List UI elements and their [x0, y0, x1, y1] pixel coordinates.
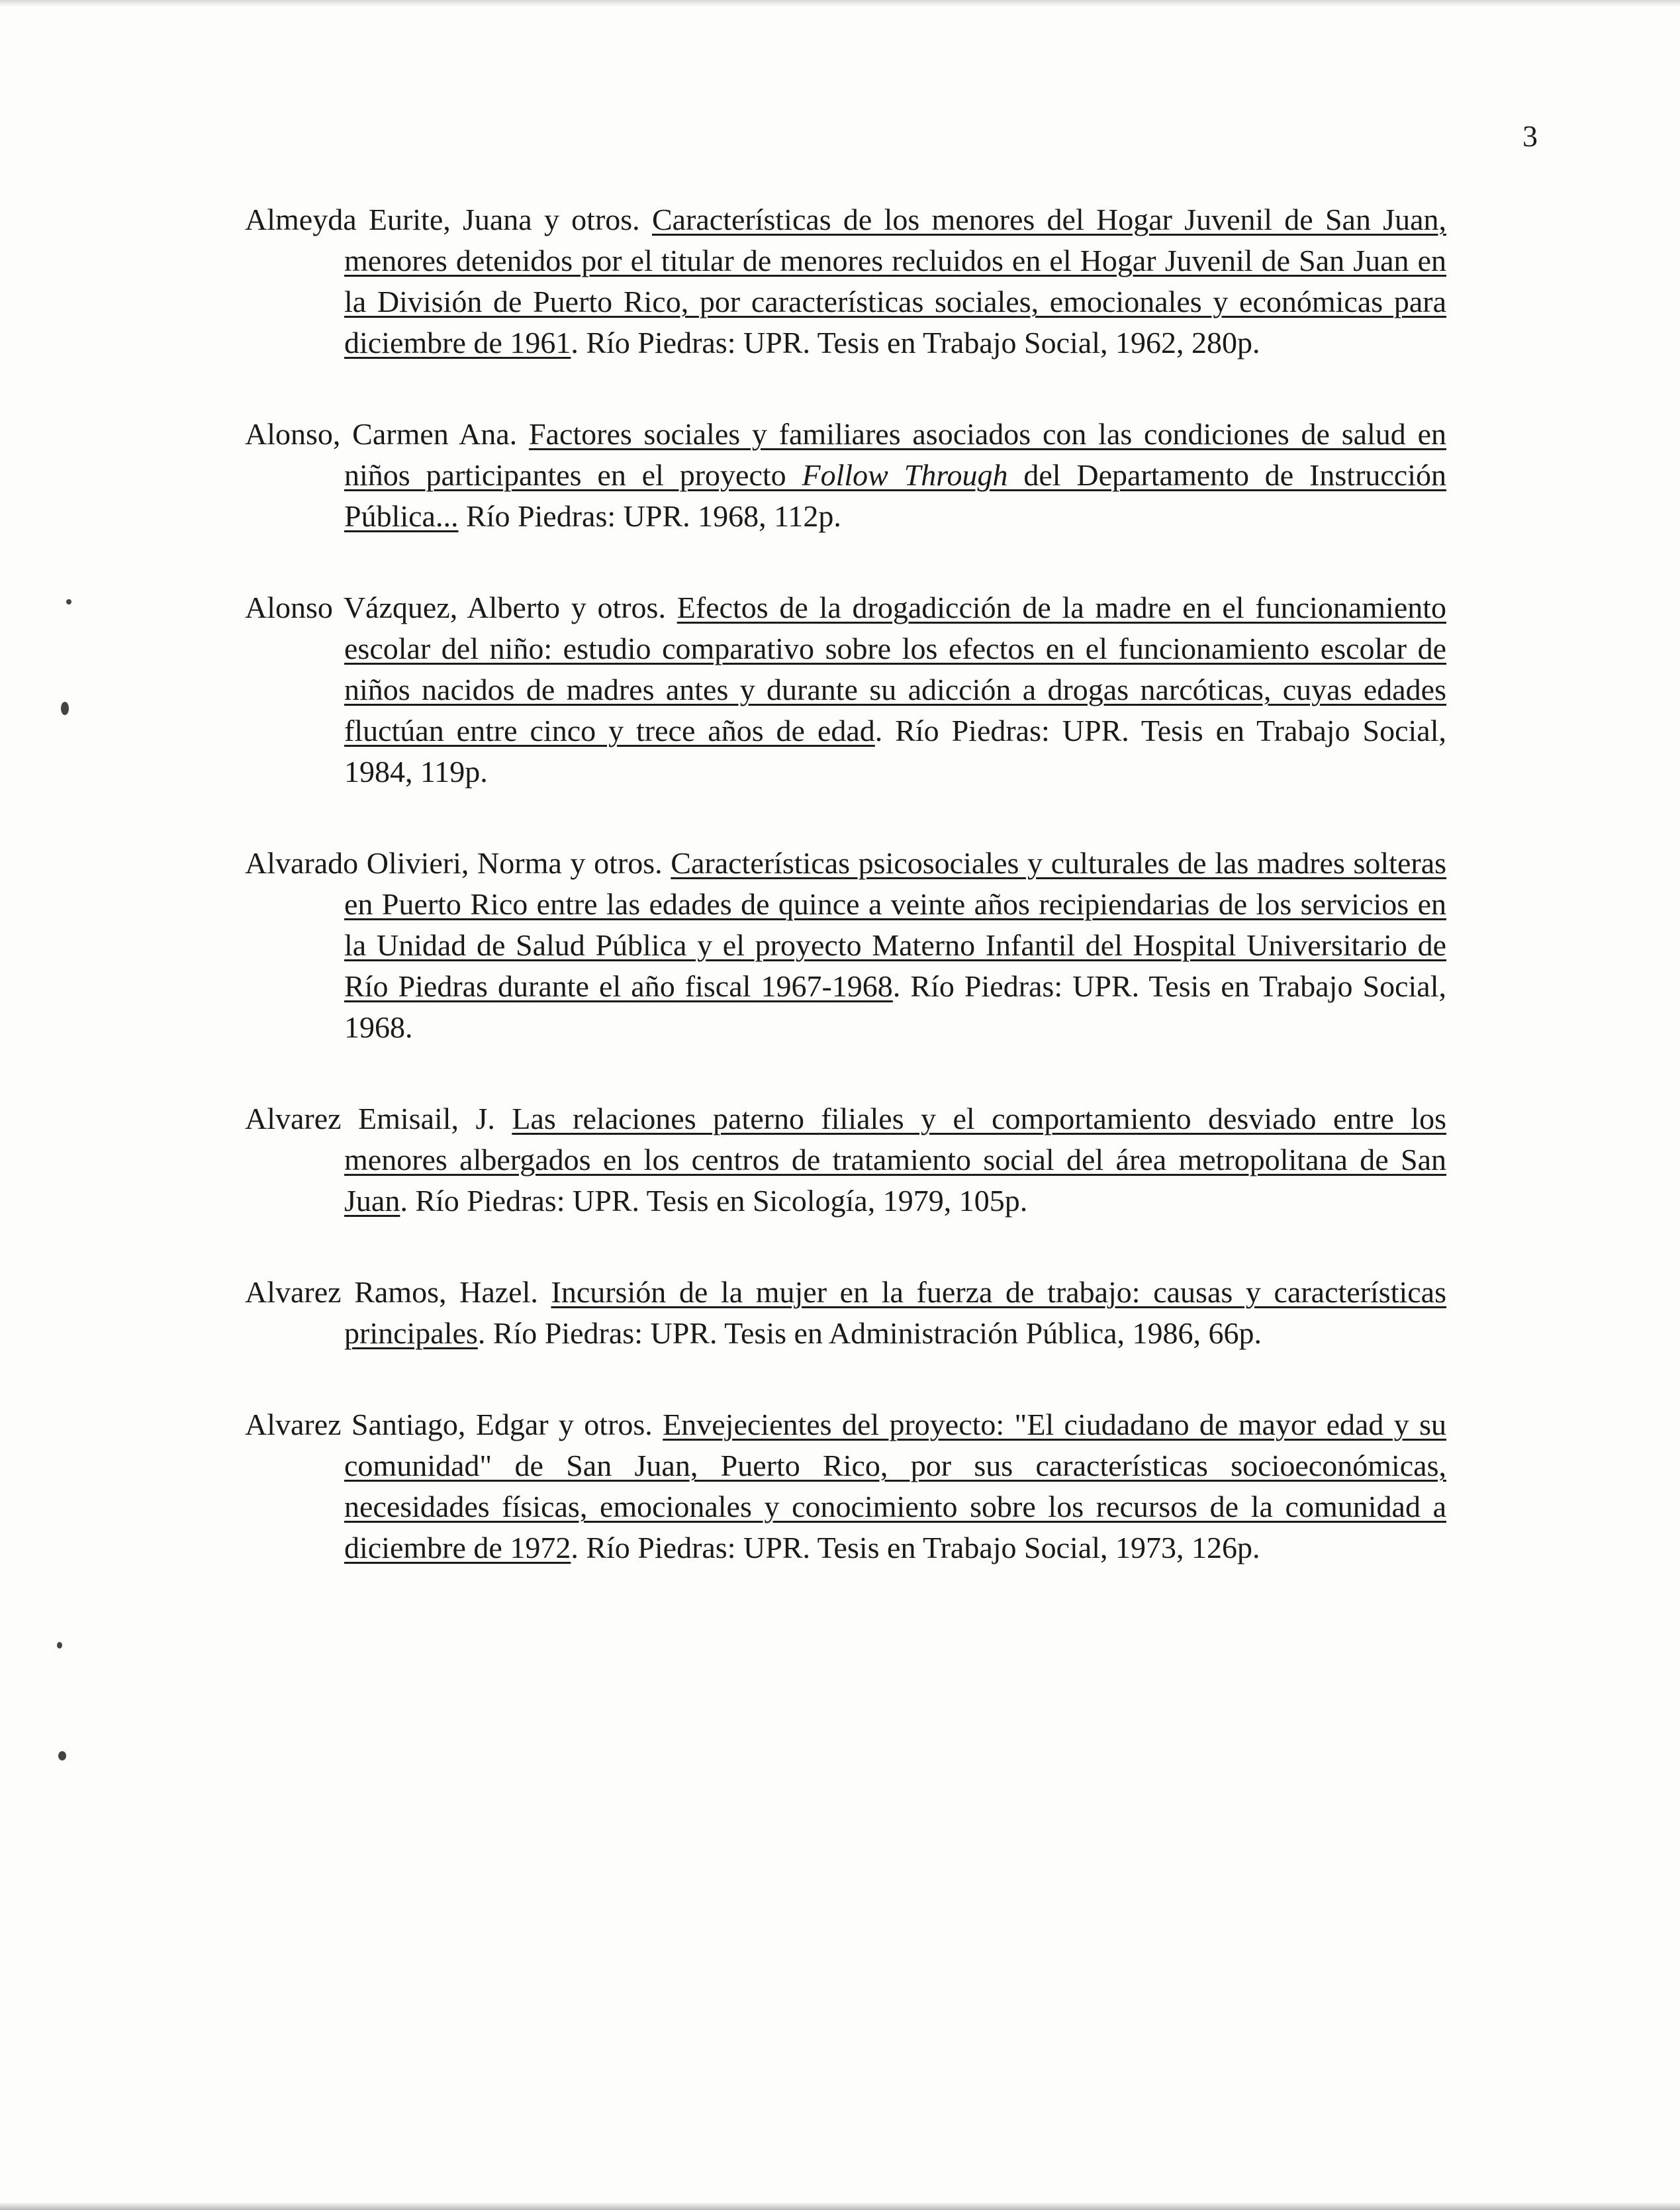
bibliography-entry — [245, 1272, 1446, 1354]
entry-title: Efectos de la drogadicción de la madre en el funcionamiento escolar del niño: estudio comparativo sobre los efectos en el funcionamiento escolar de niños nacidos de madres antes y durante su adicción a drogas narcóticas, cuyas edades fluctúan entre cinco y trece años de edad — [344, 591, 1447, 747]
page-number: 3 — [1522, 119, 1538, 153]
bibliography-entry — [245, 414, 1446, 537]
scan-speck — [66, 599, 71, 604]
bibliography-entry — [245, 843, 1446, 1048]
entry-title-italic: Follow Through — [802, 458, 1008, 492]
scan-bottom-edge — [0, 2202, 1680, 2210]
entry-title: Características psicosociales y culturales de las madres solteras en Puerto Rico entre las edades de quince a veinte años recipiendarias de los servicios en la Unidad de Salud Pública y el proyecto Materno Infantil del Hospital Universitario de Río Piedras durante el año fiscal 1967-1968 — [344, 846, 1447, 1003]
scan-speck — [58, 1751, 66, 1760]
entry-publication: . Río Piedras: UPR. Tesis en Administración Pública, 1986, 66p. — [477, 1316, 1262, 1350]
entry-publication: Río Piedras: UPR. 1968, 112p. — [458, 499, 841, 533]
entry-title: Factores sociales y familiares asociados con las condiciones de salud en niños participantes en el proyecto — [344, 417, 1446, 492]
entry-title-continued: del Departamento de Instrucción Pública... — [344, 458, 1447, 533]
entry-author: Almeyda Eurite, Juana y otros. — [245, 203, 640, 236]
entry-title: Envejecientes del proyecto: "El ciudadano de mayor edad y su comunidad" de San Juan, Puerto Rico, por sus características socioeconómicas, necesidades físicas, emocionales y conocimiento sobre los recursos de la comunidad a diciembre de 1972 — [344, 1408, 1447, 1564]
entry-author: Alvarez Emisail, J. — [245, 1102, 495, 1135]
entry-publication: . Río Piedras: UPR. Tesis en Trabajo Social, 1984, 119p. — [344, 714, 1446, 789]
bibliography-list — [245, 169, 1446, 1619]
scan-speck — [61, 702, 69, 715]
entry-title: Características de los menores del Hogar Juvenil de San Juan, menores detenidos por el titular de menores recluidos en el Hogar Juvenil de San Juan en la División de Puerto Rico, por características sociales, emocionales y económicas para diciembre de 1961 — [344, 203, 1447, 360]
entry-author: Alonso Vázquez, Alberto y otros. — [245, 591, 666, 624]
entry-author: Alvarez Ramos, Hazel. — [245, 1275, 538, 1309]
entry-author: Alonso, Carmen Ana. — [245, 417, 518, 451]
bibliography-entry — [245, 587, 1446, 793]
bibliography-entry — [245, 1404, 1446, 1568]
entry-publication: . Río Piedras: UPR. Tesis en Trabajo Social, 1968. — [344, 969, 1447, 1044]
bibliography-entry — [245, 1098, 1446, 1222]
entry-author: Alvarez Santiago, Edgar y otros. — [245, 1408, 653, 1441]
entry-publication: . Río Piedras: UPR. Tesis en Trabajo Social, 1962, 280p. — [571, 326, 1260, 360]
entry-title: Incursión de la mujer en la fuerza de trabajo: causas y características principales — [344, 1275, 1447, 1350]
entry-publication: . Río Piedras: UPR. Tesis en Trabajo Social, 1973, 126p. — [571, 1531, 1260, 1564]
entry-author: Alvarado Olivieri, Norma y otros. — [245, 846, 663, 880]
entry-publication: . Río Piedras: UPR. Tesis en Sicología, 1979, 105p. — [400, 1184, 1028, 1218]
bibliography-entry — [245, 199, 1446, 363]
entry-title: Las relaciones paterno filiales y el comportamiento desviado entre los menores albergados en los centros de tratamiento social del área metropolitana de San Juan — [344, 1102, 1447, 1218]
scan-speck — [57, 1642, 62, 1649]
scan-top-edge — [0, 0, 1680, 7]
